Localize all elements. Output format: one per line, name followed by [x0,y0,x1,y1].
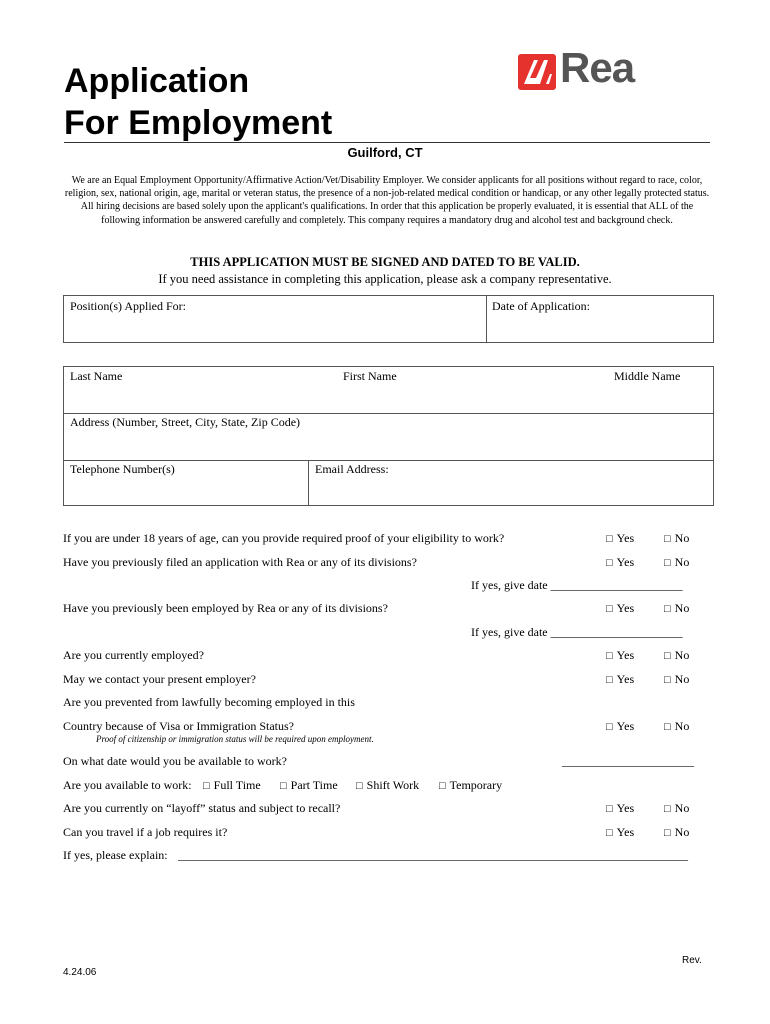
full-time-label: Full Time [213,778,261,792]
telephone-field[interactable]: Telephone Number(s) [70,462,175,476]
yes-checkbox[interactable] [606,801,634,816]
filed-date-field[interactable]: If yes, give date ______________________ [471,578,683,592]
eeo-statement: We are an Equal Employment Opportunity/Affirmative Action/Vet/Disability Employer. We consider applicants for all positions without regard to race, color, religion, sex, national origin, age, marital or veteran status, the presence of a non-job-related medical condition or handicap, or any other legally protected status. All hiring decisions are based solely upon the applicant's qualifications. In order that this application be properly evaluated, it is essential that ALL of the following information be answered carefully and completely. This company requires a mandatory drug and alcohol test and background check. [64,175,710,226]
part-time-checkbox[interactable] [280,778,338,793]
checkbox-icon: □ [606,557,613,569]
checkbox-icon: □ [203,780,210,792]
no-label: No [674,648,690,662]
no-checkbox[interactable] [664,555,689,570]
no-checkbox[interactable] [664,801,689,816]
question-layoff: Are you currently on “layoff” status and subject to recall? [63,801,341,815]
yes-checkbox[interactable] [606,555,634,570]
no-label: No [674,555,690,569]
checkbox-icon: □ [439,780,446,792]
checkbox-icon: □ [664,827,671,839]
yes-label: Yes [616,672,635,686]
question-previously-employed: Have you previously been employed by Rea or any of its divisions? [63,601,388,615]
header-divider [64,142,710,143]
yes-label: Yes [616,531,635,545]
no-checkbox[interactable] [664,825,689,840]
yes-checkbox[interactable] [606,672,634,687]
company-logo [516,44,658,94]
question-visa-line-1: Are you prevented from lawfully becoming employed in this [63,695,355,709]
revision-label: Rev. [682,955,702,966]
yes-label: Yes [616,801,635,815]
checkbox-icon: □ [664,603,671,615]
question-travel: Can you travel if a job requires it? [63,825,228,839]
date-of-application-field[interactable]: Date of Application: [492,299,590,313]
explain-field[interactable]: _____________________________________________________________________________________ [178,848,688,862]
no-label: No [674,601,690,615]
version-date: 4.24.06 [63,967,97,978]
question-visa-line-2: Country because of Visa or Immigration Status? [63,719,295,733]
checkbox-icon: □ [664,650,671,662]
last-name-field[interactable]: Last Name [70,369,123,383]
first-name-field[interactable]: First Name [343,369,397,383]
available-date-field[interactable]: ______________________ [562,754,694,768]
no-label: No [674,672,690,686]
yes-label: Yes [616,719,635,733]
question-contact-employer: May we contact your present employer? [63,672,256,686]
no-checkbox[interactable] [664,648,689,663]
checkbox-icon: □ [606,674,613,686]
part-time-label: Part Time [290,778,338,792]
title-line-1: Application [64,62,250,100]
checkbox-icon: □ [664,557,671,569]
yes-label: Yes [616,825,635,839]
checkbox-icon: □ [606,603,613,615]
page-title [64,60,332,144]
no-checkbox[interactable] [664,672,689,687]
no-label: No [674,825,690,839]
position-date-box [63,295,714,343]
position-applied-field[interactable]: Position(s) Applied For: [70,299,187,313]
row-divider [64,460,713,461]
yes-checkbox[interactable] [606,825,634,840]
question-available-date: On what date would you be available to work? [63,754,287,768]
address-field[interactable]: Address (Number, Street, City, State, Zip Code) [70,415,301,429]
personal-info-box [63,366,714,506]
temporary-checkbox[interactable] [439,778,502,793]
no-label: No [674,719,690,733]
no-checkbox[interactable] [664,719,689,734]
yes-label: Yes [616,555,635,569]
checkbox-icon: □ [606,650,613,662]
no-label: No [674,531,690,545]
checkbox-icon: □ [664,533,671,545]
question-explain: If yes, please explain: [63,848,168,862]
visa-note: Proof of citizenship or immigration status will be required upon employment. [96,734,374,744]
box-divider [486,296,487,342]
yes-label: Yes [616,601,635,615]
middle-name-field[interactable]: Middle Name [614,369,681,383]
checkbox-icon: □ [664,803,671,815]
yes-checkbox[interactable] [606,531,634,546]
shift-work-label: Shift Work [366,778,420,792]
logo-text: Rea [560,44,635,91]
must-sign-notice: THIS APPLICATION MUST BE SIGNED AND DATED TO BE VALID. [190,255,580,269]
email-field[interactable]: Email Address: [315,462,389,476]
question-available-to-work: Are you available to work: [63,778,192,792]
question-previously-filed: Have you previously filed an application with Rea or any of its divisions? [63,555,417,569]
full-time-checkbox[interactable] [203,778,261,793]
shift-work-checkbox[interactable] [356,778,419,793]
checkbox-icon: □ [356,780,363,792]
checkbox-icon: □ [280,780,287,792]
yes-label: Yes [616,648,635,662]
question-currently-employed: Are you currently employed? [63,648,204,662]
no-checkbox[interactable] [664,531,689,546]
question-under-18: If you are under 18 years of age, can you provide required proof of your eligibility to work? [63,531,505,545]
location: Guilford, CT [347,145,423,160]
checkbox-icon: □ [664,721,671,733]
column-divider [308,460,309,505]
checkbox-icon: □ [664,674,671,686]
no-checkbox[interactable] [664,601,689,616]
yes-checkbox[interactable] [606,601,634,616]
checkbox-icon: □ [606,803,613,815]
yes-checkbox[interactable] [606,719,634,734]
assistance-notice: If you need assistance in completing this application, please ask a company representative. [158,272,612,286]
no-label: No [674,801,690,815]
title-line-2: For Employment [64,104,333,142]
yes-checkbox[interactable] [606,648,634,663]
checkbox-icon: □ [606,533,613,545]
checkbox-icon: □ [606,721,613,733]
employed-date-field[interactable]: If yes, give date ______________________ [471,625,683,639]
temporary-label: Temporary [449,778,503,792]
checkbox-icon: □ [606,827,613,839]
row-divider [64,413,713,414]
